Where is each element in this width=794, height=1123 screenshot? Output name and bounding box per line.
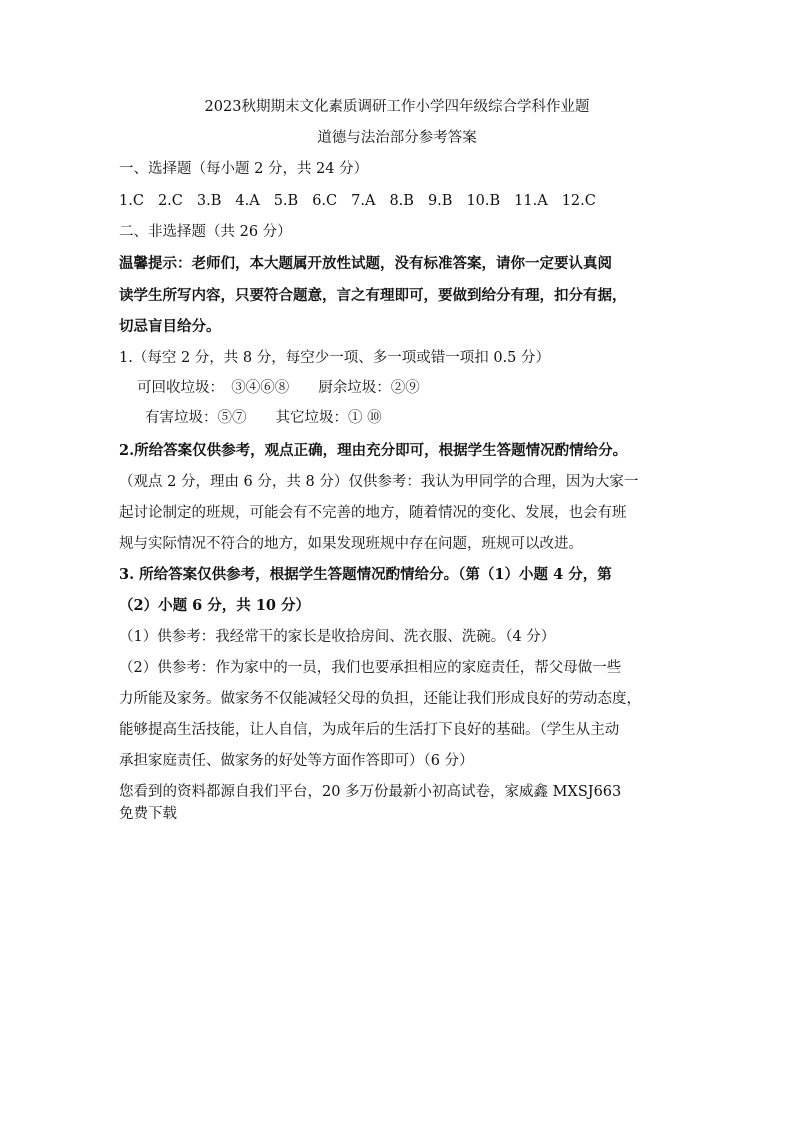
answer-item: 4.A [235, 193, 260, 209]
tip-line: 读学生所写内容，只要符合题意，言之有理即可，要做到给分有理，扣分有据， [119, 287, 627, 304]
answer-item: 11.A [514, 193, 548, 209]
footer-download-line: 免费下载 [119, 806, 177, 822]
answer-item: 7.A [351, 193, 376, 209]
q1-hazardous-other-line: 有害垃圾：⑤⑦ 其它垃圾：① ⑩ [145, 410, 382, 426]
answer-item: 3.B [196, 193, 222, 209]
q3-answer-2-line: 承担家庭责任、做家务的好处等方面作答即可）（6 分） [119, 753, 474, 769]
section-1-heading: 一、选择题（每小题 2 分，共 24 分） [119, 161, 369, 177]
q2-note: 2.所给答案仅供参考，观点正确，理由充分即可，根据学生答题情况酌情给分。 [119, 442, 628, 459]
q2-answer-line: 规与实际情况不符合的地方，如果发现班规中存在问题，班规可以改进。 [119, 536, 583, 552]
q3-answer-2-line: 力所能及家务。做家务不仅能减轻父母的负担，还能让我们形成良好的劳动态度， [119, 691, 641, 707]
q3-answer-2-line: 能够提高生活技能，让人自信，为成年后的生活打下良好的基础。（学生从主动 [119, 722, 620, 738]
answer-item: 6.C [312, 193, 338, 209]
document-subtitle: 道德与法治部分参考答案 [317, 130, 477, 146]
answer-item: 10.B [466, 193, 501, 209]
document-title: 2023秋期期末文化素质调研工作小学四年级综合学科作业题 [204, 99, 590, 115]
q2-answer-line: （观点 2 分，理由 6 分，共 8 分）仅供参考：我认为甲同学的合理，因为大家一 [119, 474, 639, 490]
answer-item: 8.B [389, 193, 414, 209]
answer-item: 1.C [119, 193, 144, 209]
footer-source-line: 您看到的资料都源自我们平台，20 多万份最新小初高试卷，家威鑫 MXSJ663 [119, 784, 622, 800]
tip-line: 切忌盲目给分。 [119, 318, 221, 335]
answer-item: 9.B [427, 193, 453, 209]
answer-item: 2.C [157, 193, 183, 209]
section-2-heading: 二、非选择题（共 26 分） [119, 224, 292, 240]
answer-item: 5.B [273, 193, 299, 209]
tip-line: 温馨提示：老师们，本大题属开放性试题，没有标准答案，请你一定要认真阅 [119, 255, 612, 272]
q3-note: 3. 所给答案仅供参考，根据学生答题情况酌情给分。（第（1）小题 4 分，第 [119, 566, 612, 583]
q3-note: （2）小题 6 分，共 10 分） [119, 597, 311, 614]
q1-recyclable-kitchen-line: 可回收垃圾： ③④⑥⑧ 厨余垃圾：②⑨ [137, 380, 420, 396]
answer-item: 12.C [561, 193, 596, 209]
q2-answer-line: 起讨论制定的班规，可能会有不完善的地方，随着情况的变化、发展，也会有班 [119, 505, 627, 521]
choice-answers-row [119, 191, 596, 211]
q3-answer-1: （1）供参考：我经常干的家长是收拾房间、洗衣服、洗碗。（4 分） [119, 629, 556, 645]
q1-scoring-line: 1.（每空 2 分，共 8 分，每空少一项、多一项或错一项扣 0.5 分） [119, 350, 550, 366]
q3-answer-2-line: （2）供参考：作为家中的一员，我们也要承担相应的家庭责任，帮父母做一些 [119, 660, 622, 676]
